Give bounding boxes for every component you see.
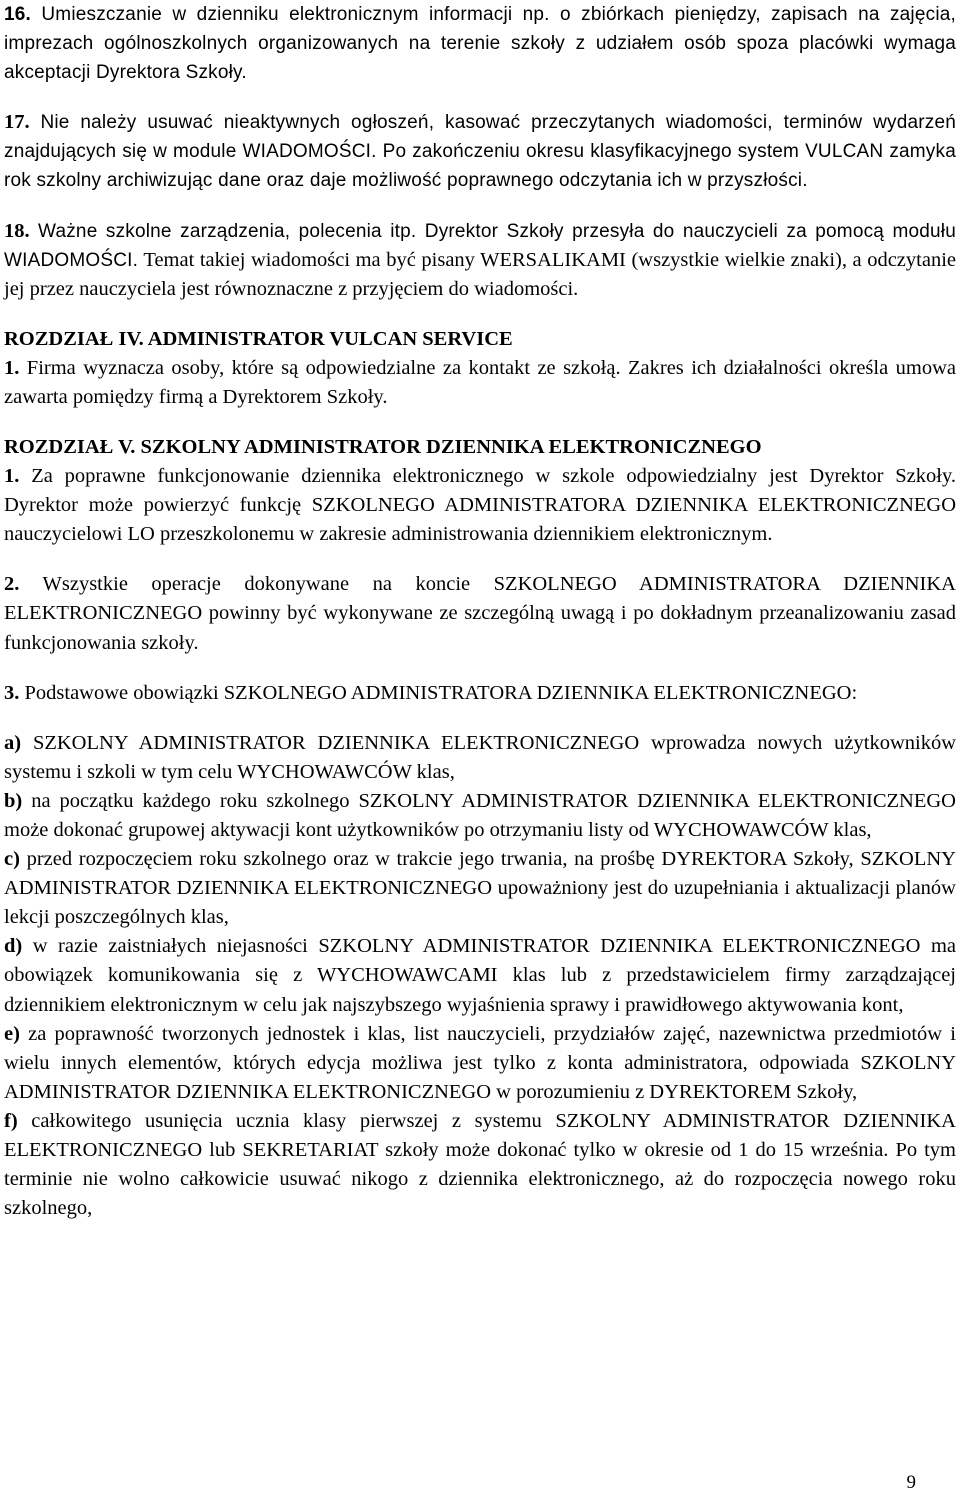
chapter5-paragraph-3 [4,679,956,708]
paragraph-number: 17. [4,111,30,134]
list-item [4,932,956,1019]
list-item-letter: b) [4,789,23,812]
paragraph-number: 18. [4,219,30,242]
chapter-heading-5: ROZDZIAŁ V. SZKOLNY ADMINISTRATOR DZIENNIKA ELEKTRONICZNEGO [4,436,762,459]
list-item-letter: d) [4,935,23,958]
list-item-text: za poprawność tworzonych jednostek i klas, list nauczycieli, przydziałów zajęć, nazewnictwa przedmiotów i wielu innych elementów, których edycja możliwa jest tylko z konta administratora, odpowiada SZKOLNY ADMINISTRATOR DZIENNIKA ELEKTRONICZNEGO w porozumieniu z DYREKTOREM Szkoły, [4,1022,956,1103]
paragraph-number: 16. [4,4,32,25]
paragraph-16 [4,0,956,87]
list-item-letter: e) [4,1022,20,1045]
duties-list [4,729,956,1224]
list-item [4,1107,956,1223]
paragraph-number: 1. [4,465,20,488]
paragraph-17 [4,108,956,195]
list-item-text: na początku każdego roku szkolnego SZKOLNY ADMINISTRATOR DZIENNIKA ELEKTRONICZNEGO może dokonać grupowej aktywacji kont użytkowników po otrzymaniu listy od WYCHOWAWCÓW klas, [4,789,956,841]
paragraph-18 [4,217,956,304]
list-item [4,845,956,932]
chapter5-paragraph-1 [4,462,956,549]
paragraph-text: Umieszczanie w dzienniku elektronicznym informacji np. o zbiórkach pieniędzy, zapisach na zajęcia, imprezach ogólnoszkolnych organizowanych na terenie szkoły z udziałem osób spoza placówki wymaga akceptacji Dyrektora Szkoły. [4,4,956,84]
list-item-letter: f) [4,1109,18,1132]
list-item-letter: a) [4,731,22,754]
list-item [4,1020,956,1107]
page-number: 9 [906,1472,916,1493]
document-page [4,0,956,1223]
paragraph-number: 2. [4,573,20,596]
paragraph-text: Wszystkie operacje dokonywane na koncie SZKOLNEGO ADMINISTRATORA DZIENNIKA ELEKTRONICZNEGO powinny być wykonywane ze szczególną uwagą i po dokładnym przeanalizowaniu zasad funkcjonowania szkoły. [4,573,956,654]
paragraph-text-serif: Temat takiej wiadomości ma być pisany WERSALIKAMI (wszystkie wielkie znaki), a odczytanie jej przez nauczyciela jest równoznaczne z przyjęciem do wiadomości. [4,248,956,300]
list-item [4,729,956,787]
paragraph-text: Podstawowe obowiązki SZKOLNEGO ADMINISTRATORA DZIENNIKA ELEKTRONICZNEGO: [19,681,858,704]
paragraph-text-sans: Nie należy usuwać nieaktywnych ogłoszeń, kasować przeczytanych wiadomości, terminów wydarzeń znajdujących się w module WIADOMOŚCI. [4,112,956,163]
paragraph-text: Firma wyznacza osoby, które są odpowiedzialne za kontakt ze szkołą. Zakres ich działalności określa umowa zawarta pomiędzy firmą a Dyrektorem Szkoły. [4,356,956,408]
chapter-heading-4: ROZDZIAŁ IV. ADMINISTRATOR VULCAN SERVICE [4,327,513,350]
paragraph-text-sans-continued: Po zakończeniu okresu klasyfikacyjnego system VULCAN zamyka rok szkolny archiwizując dane oraz daje możliwość poprawnego odczytania ich w przyszłości. [4,141,956,192]
paragraph-text-sans: Ważne szkolne zarządzenia, polecenia itp. Dyrektor Szkoły przesyła do nauczycieli za pomocą modułu WIADOMOŚCI. [4,220,956,271]
chapter4-paragraph-1 [4,354,956,412]
chapter5-paragraph-2 [4,570,956,657]
list-item-letter: c) [4,848,20,871]
paragraph-number: 3. [4,681,20,704]
list-item-text: całkowitego usunięcia ucznia klasy pierwszej z systemu SZKOLNY ADMINISTRATOR DZIENNIKA ELEKTRONICZNEGO lub SEKRETARIAT szkoły może dokonać tylko w okresie od 1 do 15 września. Po tym terminie nie wolno całkowicie usuwać nikogo z dziennika elektronicznego, aż do rozpoczęcia nowego roku szkolnego, [4,1109,956,1220]
paragraph-number: 1. [4,356,20,379]
list-item-text: przed rozpoczęciem roku szkolnego oraz w trakcie jego trwania, na prośbę DYREKTORA Szkoły, SZKOLNY ADMINISTRATOR DZIENNIKA ELEKTRONICZNEGO upoważniony jest do uzupełniania i aktualizacji planów lekcji poszczególnych klas, [4,848,956,929]
list-item-text: SZKOLNY ADMINISTRATOR DZIENNIKA ELEKTRONICZNEGO wprowadza nowych użytkowników systemu i szkoli w tym celu WYCHOWAWCÓW klas, [4,731,956,783]
paragraph-text: Za poprawne funkcjonowanie dziennika elektronicznego w szkole odpowiedzialny jest Dyrektor Szkoły. Dyrektor może powierzyć funkcję SZKOLNEGO ADMINISTRATORA DZIENNIKA ELEKTRONICZNEGO nauczycielowi LO przeszkolonemu w zakresie administrowania dziennikiem elektronicznym. [4,465,956,546]
list-item [4,787,956,845]
list-item-text: w razie zaistniałych niejasności SZKOLNY ADMINISTRATOR DZIENNIKA ELEKTRONICZNEGO ma obowiązek komunikowania się z WYCHOWAWCAMI klas lub z przedstawicielem firmy zarządzającej dziennikiem elektronicznym w celu jak najszybszego wyjaśnienia sprawy i prawidłowego aktywowania kont, [4,935,956,1016]
